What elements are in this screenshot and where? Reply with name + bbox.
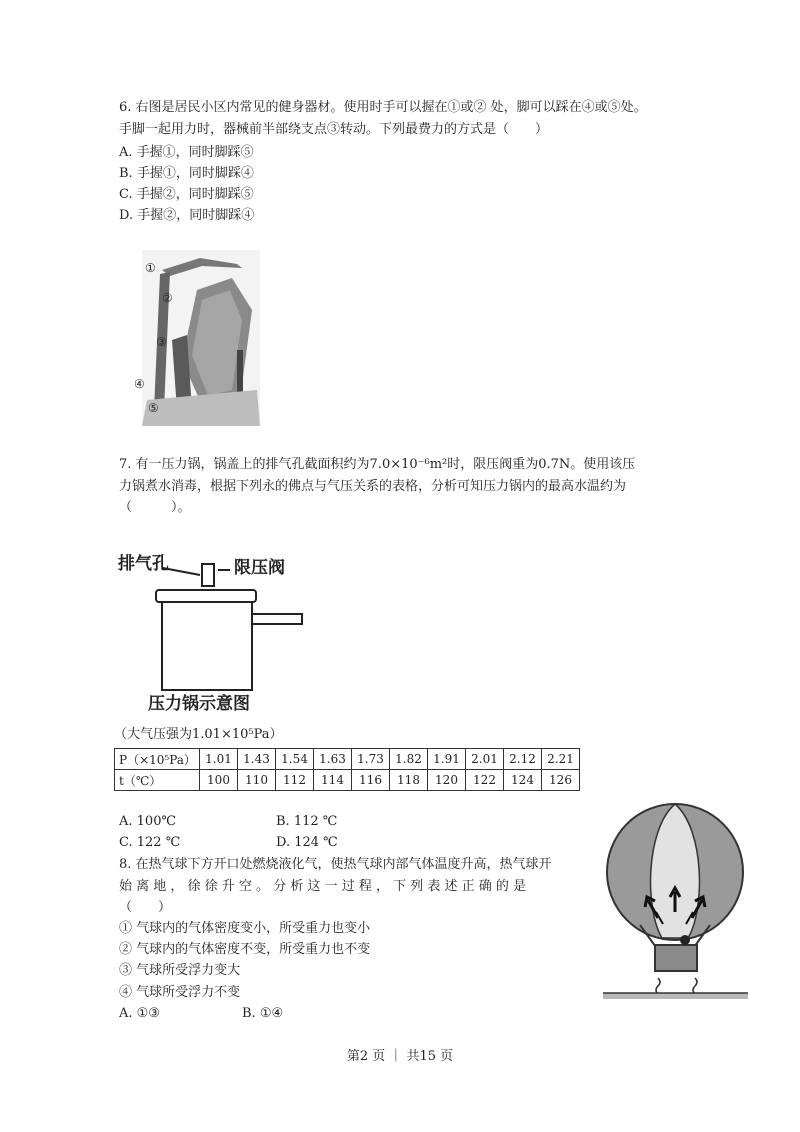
q7-option-c: C. 122 ℃: [119, 835, 181, 850]
temperature-row-header: t（℃）: [115, 770, 200, 791]
pressure-cell: 2.01: [466, 749, 504, 770]
q6-option-a: A. 手握①，同时脚踩⑤: [119, 145, 254, 160]
valve-label: 限压阀: [234, 558, 285, 578]
q8-statement-4: ④ 气球所受浮力不变: [119, 985, 241, 1000]
pressure-cell: 1.63: [314, 749, 352, 770]
temperature-cell: 122: [466, 770, 504, 791]
q6-fitness-equipment-figure: [134, 250, 260, 426]
pressure-cell: 1.43: [238, 749, 276, 770]
page-footer: 第2 页 ｜ 共15 页: [346, 1049, 454, 1064]
pressure-cell: 1.91: [428, 749, 466, 770]
q8-statement-3: ③ 气球所受浮力变大: [119, 963, 241, 978]
q6-marker-1: ①: [145, 261, 156, 275]
pressure-cell: 1.54: [276, 749, 314, 770]
q8-stem-line1: 8. 在热气球下方开口处燃烧液化气，使热气球内部气体温度升高，热气球开: [119, 857, 552, 872]
pressure-row: [115, 749, 580, 770]
temperature-cell: 110: [238, 770, 276, 791]
q8-statement-1: ① 气球内的气体密度变小，所受重力也变小: [119, 921, 371, 936]
q6-option-c: C. 手握②，同时脚踩⑤: [119, 187, 254, 202]
temperature-cell: 118: [390, 770, 428, 791]
hot-air-balloon-figure: [600, 800, 750, 1005]
pressure-cell: 1.73: [352, 749, 390, 770]
temperature-row: [115, 770, 580, 791]
q7-option-a: A. 100℃: [119, 814, 177, 829]
pressure-cell: 2.12: [504, 749, 542, 770]
q6-option-d: D. 手握②，同时脚踩④: [119, 208, 255, 223]
q7-stem-line2: 力锅煮水消毒，根据下列永的佛点与气压关系的表格，分析可知压力锅内的最高水温约为: [119, 479, 627, 494]
q6-marker-2: ②: [162, 291, 173, 305]
temperature-cell: 116: [352, 770, 390, 791]
q7-stem-line3: （ ）。: [119, 500, 191, 515]
q6-stem-line1: 6. 右图是居民小区内常见的健身器材。使用时手可以握在①或② 处，脚可以踩在④或⑤处。: [119, 100, 647, 115]
q6-stem-line2: 手脚一起用力时，器械前半部绕支点③转动。下列最费力的方式是（ ）: [119, 122, 549, 137]
temperature-cell: 126: [542, 770, 580, 791]
q7-stem-line1: 7. 有一压力锅，锅盖上的排气孔截面积约为7.0×10⁻⁶m²时，限压阀重为0.7N。使用该压: [119, 457, 636, 472]
temperature-cell: 100: [200, 770, 238, 791]
q8-option-b: B. ①④: [242, 1006, 284, 1021]
vent-label: 排气孔: [118, 554, 169, 574]
hot-air-balloon-illustration: [600, 800, 750, 1005]
pressure-row-header: P（×10⁵Pa）: [115, 749, 200, 770]
atm-pressure-note: （大气压强为1.01×10⁵Pa）: [114, 727, 283, 742]
temperature-cell: 114: [314, 770, 352, 791]
pressure-cell: 2.21: [542, 749, 580, 770]
pressure-cell: 1.82: [390, 749, 428, 770]
temperature-cell: 112: [276, 770, 314, 791]
temperature-cell: 124: [504, 770, 542, 791]
q7-option-b: B. 112 ℃: [276, 814, 338, 829]
q8-statement-2: ② 气球内的气体密度不变，所受重力也不变: [119, 942, 371, 957]
q8-option-a: A. ①③: [119, 1006, 160, 1021]
q7-option-d: D. 124 ℃: [276, 835, 338, 850]
q6-marker-4: ④: [134, 377, 145, 391]
boiling-point-table: [114, 748, 580, 791]
q6-marker-3: ③: [156, 335, 167, 349]
q6-option-b: B. 手握①，同时脚踩④: [119, 166, 254, 181]
figure-caption: 压力锅示意图: [148, 694, 250, 714]
pressure-cooker-figure: [118, 548, 318, 718]
temperature-cell: 120: [428, 770, 466, 791]
q8-stem-line2: 始 离 地 ， 徐 徐 升 空 。 分 析 这 一 过 程 ， 下 列 表 述 正 确 的 是: [119, 879, 527, 894]
pressure-cell: 1.01: [200, 749, 238, 770]
q8-stem-line3: （ ）: [119, 900, 172, 915]
q6-marker-5: ⑤: [148, 401, 159, 415]
